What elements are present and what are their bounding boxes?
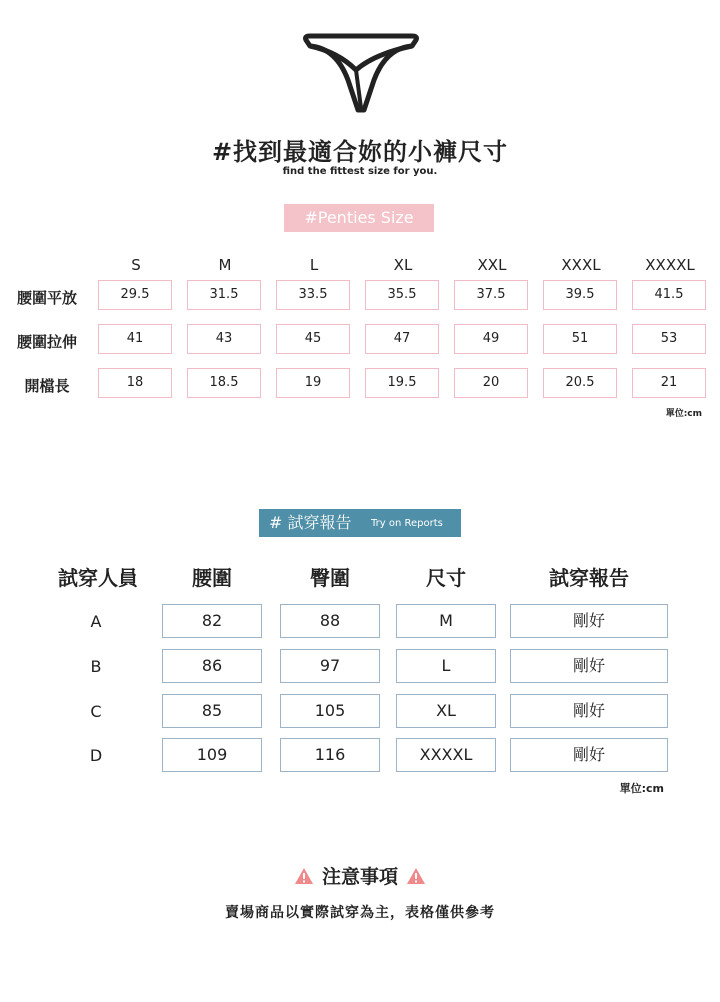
size-cell: 43	[187, 324, 261, 354]
page-subtitle: find the fittest size for you.	[282, 166, 438, 177]
hip-cell: 88	[280, 604, 380, 638]
report-cell: 剛好	[510, 694, 668, 728]
report-header-waist: 腰圍	[192, 566, 232, 590]
size-cell: 39.5	[543, 280, 617, 310]
size-cell: 49	[454, 324, 528, 354]
report-cell: 剛好	[510, 604, 668, 638]
notice-title	[0, 862, 720, 889]
tester-id: B	[90, 657, 102, 676]
row-label-rise-length: 開檔長	[24, 377, 70, 395]
size-header: L	[309, 256, 319, 274]
size-cell: 37.5	[454, 280, 528, 310]
size-cell: 21	[632, 368, 706, 398]
report-header-tester: 試穿人員	[58, 566, 138, 590]
report-cell: 剛好	[510, 738, 668, 772]
row-label-waist-stretch: 腰圍拉伸	[16, 333, 77, 351]
size-cell: 47	[365, 324, 439, 354]
size-unit-note: 單位:cm	[665, 409, 702, 419]
size-cell: 20	[454, 368, 528, 398]
try-on-banner	[259, 509, 461, 537]
report-header-hip: 臀圍	[310, 566, 350, 590]
size-cell: 29.5	[98, 280, 172, 310]
size-header: XXXXL	[645, 256, 695, 274]
size-cell: 20.5	[543, 368, 617, 398]
size-cell: 45	[276, 324, 350, 354]
notice-title-text: 注意事項	[321, 866, 398, 888]
row-label-waist-flat: 腰圍平放	[16, 289, 77, 307]
size-cell: M	[396, 604, 496, 638]
tester-id: C	[90, 702, 102, 721]
page-title: #找到最適合妳的小褲尺寸	[211, 138, 509, 166]
size-cell: 53	[632, 324, 706, 354]
report-header-size: 尺寸	[426, 566, 466, 590]
size-cell: 35.5	[365, 280, 439, 310]
size-cell: XL	[396, 694, 496, 728]
size-cell: 33.5	[276, 280, 350, 310]
notice-text: 賣場商品以實際試穿為主，表格僅供參考	[225, 905, 495, 921]
waist-cell: 109	[162, 738, 262, 772]
report-unit-note: 單位:cm	[619, 782, 664, 795]
hip-cell: 116	[280, 738, 380, 772]
warning-triangle-icon	[406, 867, 426, 885]
size-header: S	[131, 256, 141, 274]
size-cell: 31.5	[187, 280, 261, 310]
hip-cell: 105	[280, 694, 380, 728]
size-chart-banner: #Penties Size	[284, 204, 434, 232]
size-cell: 41	[98, 324, 172, 354]
size-cell: 51	[543, 324, 617, 354]
try-on-banner-title: # 試穿報告	[269, 513, 352, 532]
panties-logo-icon	[298, 30, 424, 116]
try-on-banner-subtitle: Try on Reports	[371, 518, 443, 529]
size-header: M	[218, 256, 232, 274]
report-header-result: 試穿報告	[549, 566, 629, 590]
size-header: XL	[393, 256, 413, 274]
tester-id: A	[90, 612, 102, 631]
warning-triangle-icon	[294, 867, 314, 885]
size-cell: 19.5	[365, 368, 439, 398]
report-cell: 剛好	[510, 649, 668, 683]
size-cell: 41.5	[632, 280, 706, 310]
size-cell: 18	[98, 368, 172, 398]
size-cell: XXXXL	[396, 738, 496, 772]
tester-id: D	[89, 746, 103, 765]
waist-cell: 85	[162, 694, 262, 728]
size-header: XXXL	[561, 256, 601, 274]
size-cell: 19	[276, 368, 350, 398]
waist-cell: 82	[162, 604, 262, 638]
size-header: XXL	[477, 256, 507, 274]
waist-cell: 86	[162, 649, 262, 683]
size-cell: 18.5	[187, 368, 261, 398]
size-cell: L	[396, 649, 496, 683]
hip-cell: 97	[280, 649, 380, 683]
